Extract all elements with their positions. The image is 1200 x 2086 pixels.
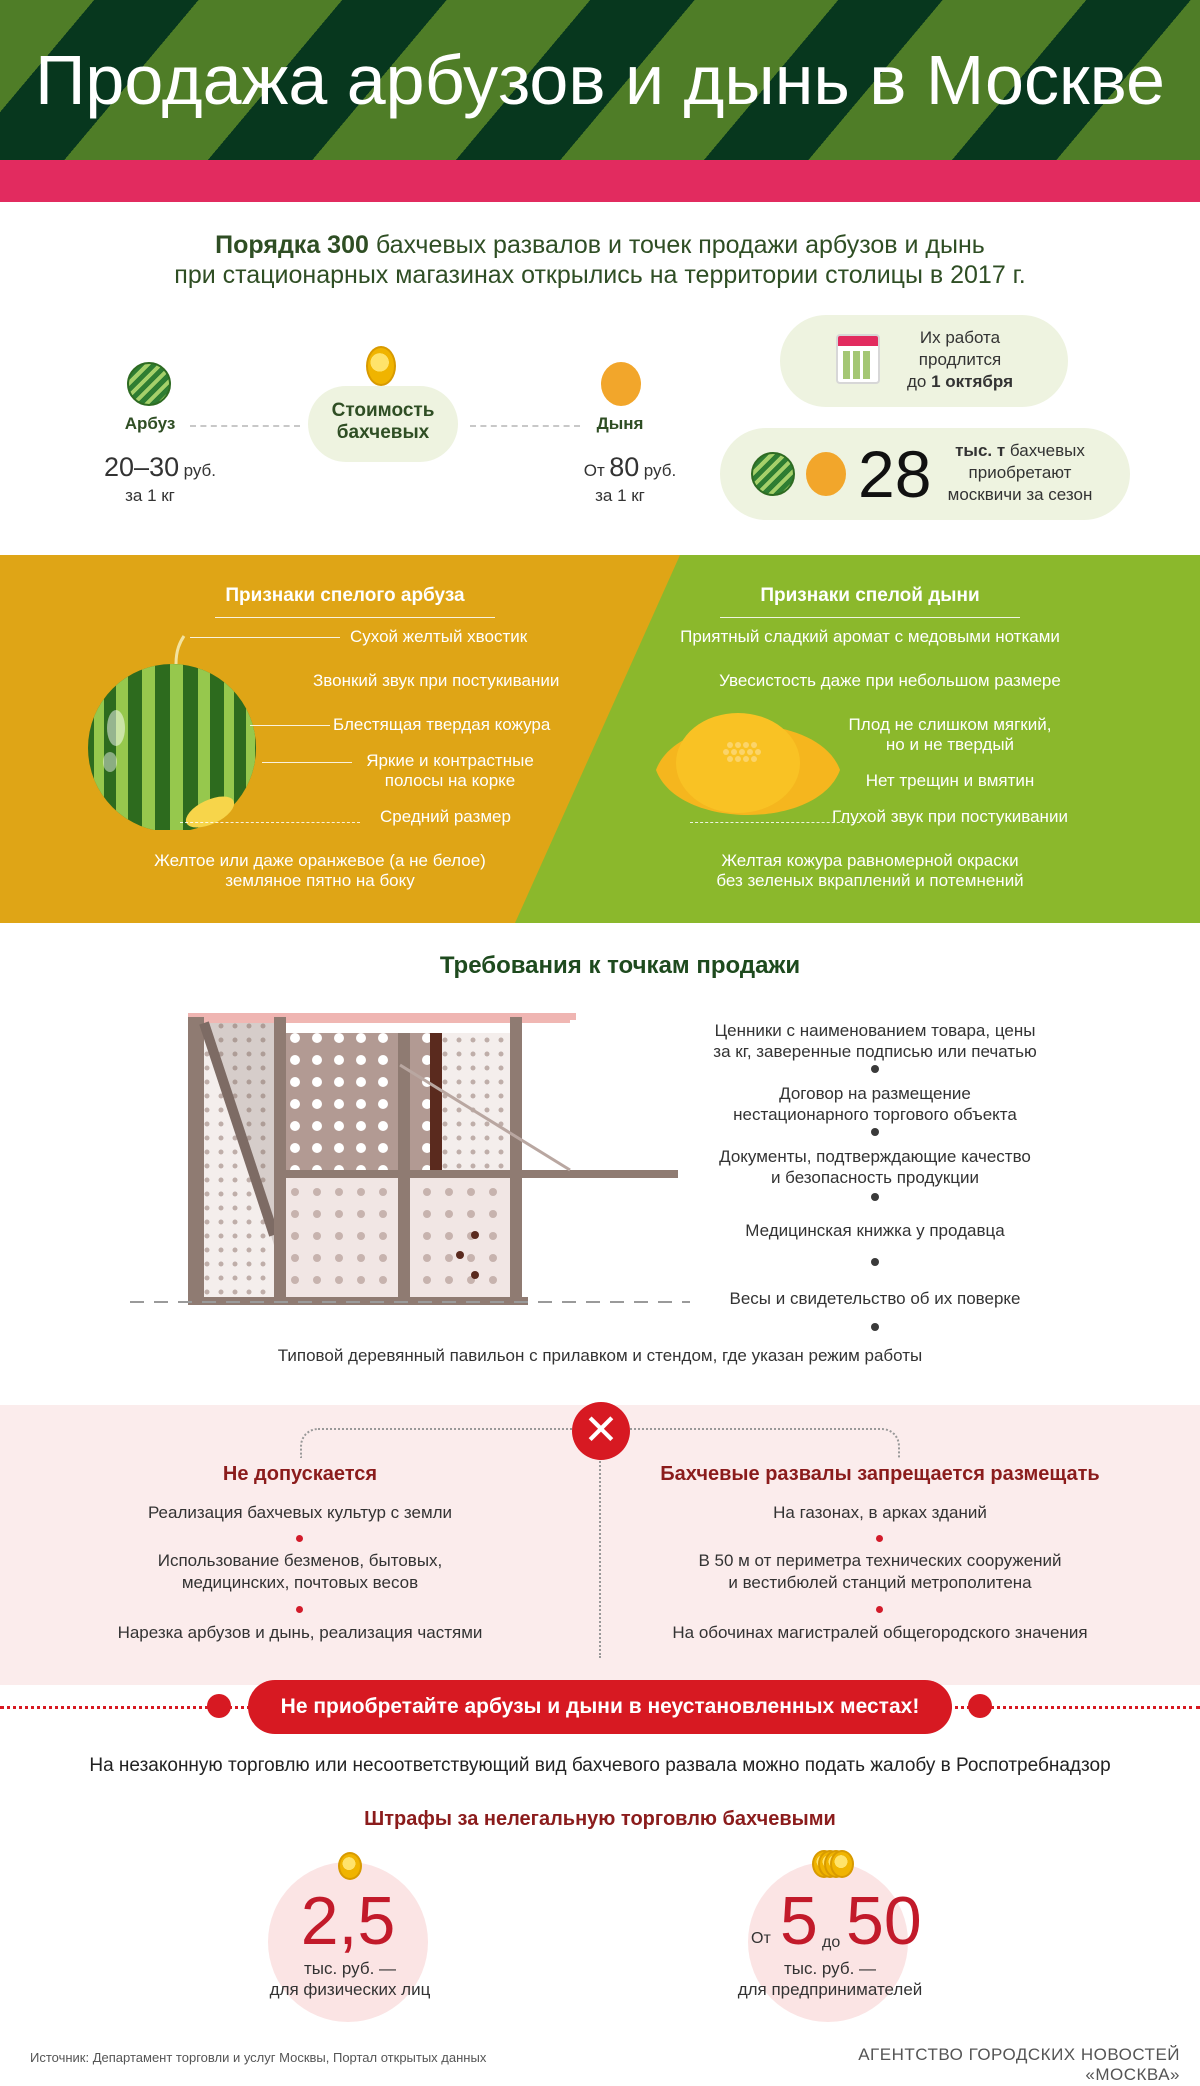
melon-price-value: 80 bbox=[609, 452, 640, 482]
volume-line2: приобретают bbox=[968, 463, 1072, 482]
price-dash-left bbox=[190, 425, 300, 427]
watermelon-price-name: Арбуз bbox=[124, 414, 176, 433]
page-title: Продажа арбузов и дынь в Москве bbox=[35, 41, 1165, 119]
melon-price bbox=[560, 452, 700, 483]
watermelon-price-value: 20–30 bbox=[104, 452, 180, 482]
forbidden-left-item-2b: медицинских, почтовых весов bbox=[181, 1573, 419, 1592]
intro-lead-bold: Порядка 300 bbox=[215, 231, 369, 259]
red-bullet bbox=[296, 1535, 303, 1542]
season-line3-prefix: до bbox=[906, 372, 932, 391]
leader-wm-1 bbox=[190, 637, 340, 638]
red-bullet bbox=[876, 1535, 883, 1542]
volume-melon-icon bbox=[806, 452, 846, 496]
ml-sign-6a: Желтая кожура равномерной окраски bbox=[721, 851, 1019, 870]
pavilion-illustration bbox=[130, 1005, 690, 1310]
volume-number: 28 bbox=[858, 437, 932, 511]
wm-sign-2: Звонкий звук при постукивании bbox=[313, 671, 560, 690]
melon-title-underline bbox=[720, 617, 1020, 618]
fine-individual-caption bbox=[230, 1958, 470, 2000]
watermelon-price-per: за 1 кг bbox=[125, 486, 175, 505]
watermelon-title-underline bbox=[215, 617, 495, 618]
intro-text bbox=[60, 230, 1140, 290]
leader-wm-4 bbox=[180, 822, 360, 823]
agency-credit: АГЕНТСТВО ГОРОДСКИХ НОВОСТЕЙ «МОСКВА» bbox=[858, 2045, 1180, 2084]
wm-sign-6 bbox=[120, 851, 520, 891]
fine-business-min: 5 bbox=[780, 1883, 818, 1959]
coin-icon bbox=[366, 346, 396, 386]
req-item-3b: и безопасность продукции bbox=[770, 1168, 980, 1187]
forbidden-right-item-2 bbox=[640, 1550, 1120, 1594]
melon-icon bbox=[601, 362, 641, 406]
season-text bbox=[890, 327, 1030, 393]
complaint-text: На незаконную торговлю или несоответствующий вид бахчевого развала можно подать жалобу в Роспотребнадзор bbox=[89, 1755, 1111, 1776]
fine-business-values bbox=[748, 1883, 922, 1960]
warning-dot-left bbox=[207, 1694, 231, 1718]
fine-business-who: для предпринимателей bbox=[737, 1980, 923, 1999]
ripeness-section bbox=[0, 555, 1200, 923]
wm-sign-4a: Яркие и контрастные bbox=[366, 751, 534, 770]
fine-business-from: От bbox=[751, 1930, 771, 1947]
req-item-5: Весы и свидетельство об их поверке bbox=[729, 1289, 1021, 1308]
wm-sign-4 bbox=[340, 751, 560, 791]
header-accent-band bbox=[0, 160, 1200, 202]
leader-wm-3 bbox=[262, 762, 352, 763]
price-center-label: Стоимость бахчевых bbox=[331, 400, 435, 443]
warning-dot-right bbox=[968, 1694, 992, 1718]
req-item-3 bbox=[680, 1146, 1070, 1188]
wm-sign-5: Средний размер bbox=[380, 807, 511, 826]
coin-icon bbox=[338, 1852, 362, 1880]
melon-price-unit: руб. bbox=[643, 461, 677, 480]
red-bullet bbox=[876, 1606, 883, 1613]
fine-individual-value: 2,5 bbox=[300, 1883, 396, 1959]
wm-sign-6a: Желтое или даже оранжевое (а не белое) bbox=[154, 851, 486, 870]
forbidden-right-item-1: На газонах, в арках зданий bbox=[773, 1503, 987, 1522]
forbidden-left-item-2a: Использование безменов, бытовых, bbox=[157, 1551, 443, 1570]
volume-text bbox=[935, 440, 1105, 506]
req-bullet bbox=[871, 1323, 879, 1331]
pavilion-caption: Типовой деревянный павильон с прилавком и стендом, где указан режим работы bbox=[277, 1346, 923, 1365]
fine-business-to: до bbox=[822, 1934, 841, 1951]
season-date: 1 октября bbox=[931, 372, 1013, 391]
ml-sign-4: Нет трещин и вмятин bbox=[865, 771, 1035, 790]
wm-sign-3: Блестящая твердая кожура bbox=[333, 715, 551, 734]
fine-business-max: 50 bbox=[846, 1883, 922, 1959]
req-item-1 bbox=[680, 1020, 1070, 1062]
source-note: Источник: Департамент торговли и услуг Москвы, Портал открытых данных bbox=[30, 2050, 487, 2065]
melon-price-prefix: От bbox=[583, 461, 605, 480]
watermelon-ripe-title: Признаки спелого арбуза bbox=[225, 585, 465, 606]
calendar-icon bbox=[836, 334, 880, 384]
ml-sign-6 bbox=[660, 851, 1080, 891]
ml-sign-6b: без зеленых вкраплений и потемнений bbox=[716, 871, 1024, 890]
req-item-1a: Ценники с наименованием товара, цены bbox=[714, 1021, 1036, 1040]
watermelon-price bbox=[90, 452, 230, 483]
volume-unit-bold: тыс. т bbox=[955, 441, 1006, 460]
fine-individual-unit: тыс. руб. — bbox=[303, 1959, 397, 1978]
intro-lead-rest: бахчевых развалов и точек продажи арбузов и дынь bbox=[368, 231, 985, 259]
ml-sign-3 bbox=[820, 715, 1080, 755]
season-line2: продлится bbox=[918, 350, 1002, 369]
req-item-1b: за кг, заверенные подписью или печатью bbox=[713, 1042, 1037, 1061]
melon-ripe-title: Признаки спелой дыни bbox=[760, 585, 980, 606]
forbidden-right-item-2b: и вестибюлей станций метрополитена bbox=[728, 1573, 1032, 1592]
fines-title: Штрафы за нелегальную торговлю бахчевыми bbox=[364, 1808, 836, 1830]
forbidden-left-title: Не допускается bbox=[222, 1463, 378, 1485]
melon-price-per: за 1 кг bbox=[595, 486, 645, 505]
fine-business-unit: тыс. руб. — bbox=[783, 1959, 877, 1978]
ml-sign-2: Увесистость даже при небольшом размере bbox=[719, 671, 1061, 690]
price-dash-right bbox=[470, 425, 580, 427]
volume-unit-rest: бахчевых bbox=[1005, 441, 1085, 460]
req-item-2a: Договор на размещение bbox=[779, 1084, 971, 1103]
volume-watermelon-icon bbox=[751, 452, 795, 496]
wm-sign-4b: полосы на корке bbox=[384, 771, 516, 790]
forbidden-right-item-3: На обочинах магистралей общегородского значения bbox=[672, 1623, 1088, 1642]
watermelon-illustration bbox=[80, 630, 270, 830]
fine-individual-who: для физических лиц bbox=[269, 1980, 431, 1999]
fine-business-caption bbox=[710, 1958, 950, 2000]
req-item-3a: Документы, подтверждающие качество bbox=[719, 1147, 1031, 1166]
ml-sign-1: Приятный сладкий аромат с медовыми нотками bbox=[680, 627, 1060, 646]
intro-line2: при стационарных магазинах открылись на территории столицы в 2017 г. bbox=[174, 261, 1026, 289]
forbidden-left-item-3: Нарезка арбузов и дынь, реализация частями bbox=[117, 1623, 483, 1642]
wm-sign-6b: земляное пятно на боку bbox=[225, 871, 415, 890]
ml-sign-3b: но и не твердый bbox=[885, 735, 1015, 754]
req-item-2b: нестационарного торгового объекта bbox=[733, 1105, 1017, 1124]
forbidden-right-item-2a: В 50 м от периметра технических сооружений bbox=[698, 1551, 1062, 1570]
req-bullet bbox=[871, 1065, 879, 1073]
requirements-title: Требования к точкам продажи bbox=[439, 952, 801, 979]
forbidden-right-title: Бахчевые развалы запрещается размещать bbox=[660, 1463, 1100, 1485]
watermelon-price-unit: руб. bbox=[183, 461, 216, 480]
req-bullet bbox=[871, 1193, 879, 1201]
watermelon-icon bbox=[127, 362, 171, 406]
price-center-pill bbox=[308, 386, 458, 462]
coins-stack-icon bbox=[812, 1850, 856, 1880]
req-bullet bbox=[871, 1258, 879, 1266]
ml-sign-3a: Плод не слишком мягкий, bbox=[848, 715, 1052, 734]
forbidden-x-icon: ✕ bbox=[572, 1402, 630, 1460]
leader-wm-2 bbox=[250, 725, 330, 726]
req-item-4: Медицинская книжка у продавца bbox=[745, 1221, 1005, 1240]
melon-price-name: Дыня bbox=[596, 414, 644, 433]
season-line1: Их работа bbox=[919, 328, 1001, 347]
volume-line3: москвичи за сезон bbox=[947, 485, 1093, 504]
forbidden-divider bbox=[599, 1458, 601, 1658]
warning-pill: Не приобретайте арбузы и дыни в неустановленных местах! bbox=[248, 1680, 952, 1734]
forbidden-left-item-2 bbox=[80, 1550, 520, 1594]
red-bullet bbox=[296, 1606, 303, 1613]
req-bullet bbox=[871, 1128, 879, 1136]
forbidden-left-item-1: Реализация бахчевых культур с земли bbox=[147, 1503, 453, 1522]
wm-sign-1: Сухой желтый хвостик bbox=[350, 627, 528, 646]
ml-sign-5: Глухой звук при постукивании bbox=[832, 807, 1068, 826]
req-item-2 bbox=[680, 1083, 1070, 1125]
